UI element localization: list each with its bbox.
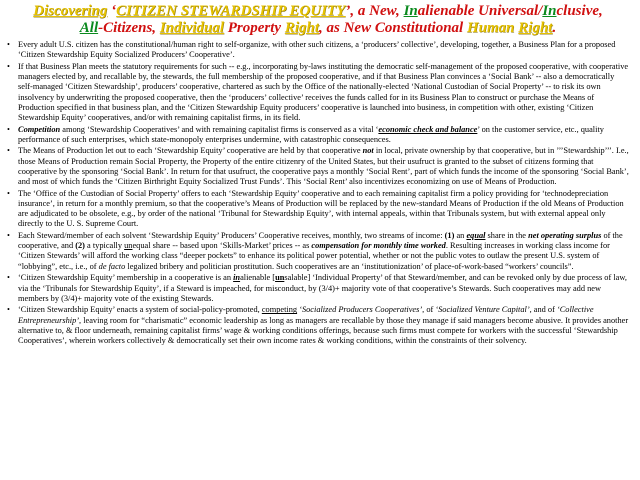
title-part: All <box>79 20 99 36</box>
bullet-text: economic check and balance <box>378 124 478 134</box>
title-discovering: Discovering <box>33 3 108 19</box>
bullet-item <box>6 125 630 146</box>
bullet-item <box>6 40 630 61</box>
title-part: ‘ <box>107 3 117 19</box>
title-part: -Citizens, <box>98 20 160 36</box>
bullet-text: un <box>275 273 285 283</box>
title-part: Individual <box>159 20 224 36</box>
bullet-text: a typically <box>84 241 125 251</box>
title-part: clusive, <box>556 3 603 19</box>
bullet-item <box>6 273 630 304</box>
bullet-item <box>6 231 630 272</box>
bullet-text: legalized bribery and politician prostitution. Such cooperatives are an ‘institutionization’ of place-of-work-based “workers’ councils”. <box>125 261 574 271</box>
title-part: In <box>542 3 557 19</box>
bullet-text: net operating surplus <box>528 230 602 240</box>
bullet-item <box>6 146 630 187</box>
bullet-text: among ‘Stewardship Cooperatives’ and with remaining capitalist firms is conserved as a vital ‘ <box>60 124 379 134</box>
bullet-text: ‘Socialized Venture Capital’ <box>435 305 530 315</box>
bullet-list <box>6 40 630 346</box>
bullet-item <box>6 305 630 346</box>
bullet-text: an <box>454 230 467 240</box>
bullet-text: Every adult U.S. citizen has the constitutional/human right to self-organize, with other such citizens, a ‘producers’ collective’, developing, together, a Business Plan for a proposed ‘Citizen Stewardship Equity Socialized Producers’ Cooperative’. <box>18 40 616 60</box>
title-part: Property <box>224 20 285 36</box>
bullet-text: If that Business Plan meets the statutory requirements for such -- e.g., incorporating by-laws instituting the democratic self-management of the proposed cooperative, with cooperative managers elected by, and recallable by, the stewards, the full membership of the proposed cooperative, and if that Business Plan convinces a ‘Social Bank’ -- also a democratically self-managed ‘Citizen Stewardship’, producers’ cooperative, chartered as such by the Office of the nationally-elected ‘National Custodian of Social Property’ -- to risk its own insolvency by underwriting the proposed cooperative, then the ‘producers’ collective’ receives the funds called for in its Business Plan to construct or purchase the Means of Production specified in that business plan, and the ‘Citizen Stewardship Equity producers’ cooperative is launched into business, in competition with other, existing ‘Citizen Stewardship Equity’ cooperatives, and/or with remaining capitalist firms, in its field. <box>18 61 629 123</box>
bullet-text: , and of <box>529 305 557 315</box>
bullet-text: The ‘Office of the Custodian of Social Property’ offers to each ‘Stewardship Equity’ cooperative and to each remaining capitalist firm a policy providing for ‘technodepreciation insurance’, in return for a monthly premium, so that the cooperative’s Means of Production will be replaced by the new-standard Means of Production if the old Means of Production are adjudicated to be obsolete, e.g., by order of the national ‘Tribunal for Stewardship Equity’, with internal appeals, within that Tribunals system, but with external appeal only directly to the U. S. Supreme Court. <box>18 188 624 229</box>
title-part: Right <box>518 20 553 36</box>
bullet-text: de facto <box>98 261 126 271</box>
title-part: Human <box>466 20 515 36</box>
bullet-text: alienable [ <box>240 273 276 283</box>
title-cse: CITIZEN STEWARDSHIP EQUITY <box>116 3 346 19</box>
bullet-text: compensation for monthly time worked <box>311 241 446 251</box>
title-part: ’, a New, <box>345 3 404 19</box>
bullet-text: The Means of Production let out to each ‘Stewardship Equity’ cooperative are held by that cooperative <box>18 146 363 156</box>
bullet-text: salable] ‘Individual Property’ of that Steward/member, and can be revoked only by due process of law, via the ‘Tribunals for Stewardship Equity’, if a Steward is impeached, for misconduct, by (3/4)+ majority vote of that cooperative’s Stewards. Such cooperatives may add new members by (3/4)+ majority vote of the existing Stewards. <box>18 273 627 303</box>
bullet-text: ‘Socialized Producers Cooperatives’ <box>299 305 423 315</box>
bullet-text: ‘Citizen Stewardship Equity’ membership in a cooperative is an <box>18 273 234 283</box>
bullet-text: in <box>233 273 241 283</box>
title-part: . <box>552 20 557 36</box>
title-part: alienable Universal/ <box>417 3 543 19</box>
bullet-text: equal <box>466 230 486 240</box>
bullet-item <box>6 62 630 124</box>
title-part: In <box>403 3 418 19</box>
bullet-text: un <box>124 241 133 251</box>
bullet-text: equal share -- based upon ‘Skills-Market’ prices -- as <box>132 241 312 251</box>
bullet-text: (1) <box>444 230 455 240</box>
bullet-text: (2) <box>75 241 85 251</box>
bullet-item <box>6 189 630 230</box>
bullet-text: , leaving room for “charismatic” economic leadership as long as managers are recallable by those they manage if said managers become abusive. It provides another alternative to, & floor underneath, remaining capitalist firms’ wage & working conditions offerings, because such firms must compete for workers with the successful ‘Stewardship Cooperatives’, wherein workers collectively & democratically set their own income rates & working conditions, within the constraints of their solvency. <box>18 315 629 346</box>
bullet-text: Competition <box>18 124 61 134</box>
bullet-text: Each Steward/member of each solvent ‘Stewardship Equity’ Producers’ Cooperative receives, monthly, two streams of income: <box>18 230 445 240</box>
bullet-text: , of <box>422 305 436 315</box>
title-part: , as New Constitutional <box>319 20 467 36</box>
bullet-text: . Resulting increases in working class income for ‘Citizen Stewards’ will afford the working class “deeper pockets” to enhance its political power potential, whether or not the public votes to outlaw the present U.S. system of “lobbying”, etc., i.e., of <box>18 241 610 271</box>
bullet-text: ‘Citizen Stewardship Equity’ enacts a system of social-policy-promoted, <box>18 305 262 315</box>
bullet-text: competing <box>261 305 298 315</box>
bullet-text: in local, private ownership by that cooperative, but in ’’’Stewardship’’’. I.e., those Means of Production remain Social Property, the Property of the entire citizenry of the United States, but their usufruct is granted to the subset of citizens forming that cooperative by the sponsoring ‘Social Bank’. In return for that usufruct, the cooperative pays a monthly ‘Social Rent’, part of which funds the income of the sponsoring ‘Social Bank’, and most of which funds the ‘Citizen Birthright Equity Socialized Trust Funds’. This ‘Social Rent’ also incentivizes economizing on use of Means of Production. <box>18 146 629 187</box>
bullet-text: ‘Collective Entrepreneurship’ <box>18 305 594 325</box>
slide-title <box>6 3 630 37</box>
bullet-text: ’ on the customer service, etc., quality performance of such enterprises, which state-monopoly enterprises undermine, with catastrophic consequences. <box>18 124 604 144</box>
title-part: Right <box>284 20 320 36</box>
bullet-text: share in the <box>485 230 529 240</box>
bullet-text: of the cooperative, and <box>18 230 623 251</box>
bullet-text: not <box>362 146 374 156</box>
